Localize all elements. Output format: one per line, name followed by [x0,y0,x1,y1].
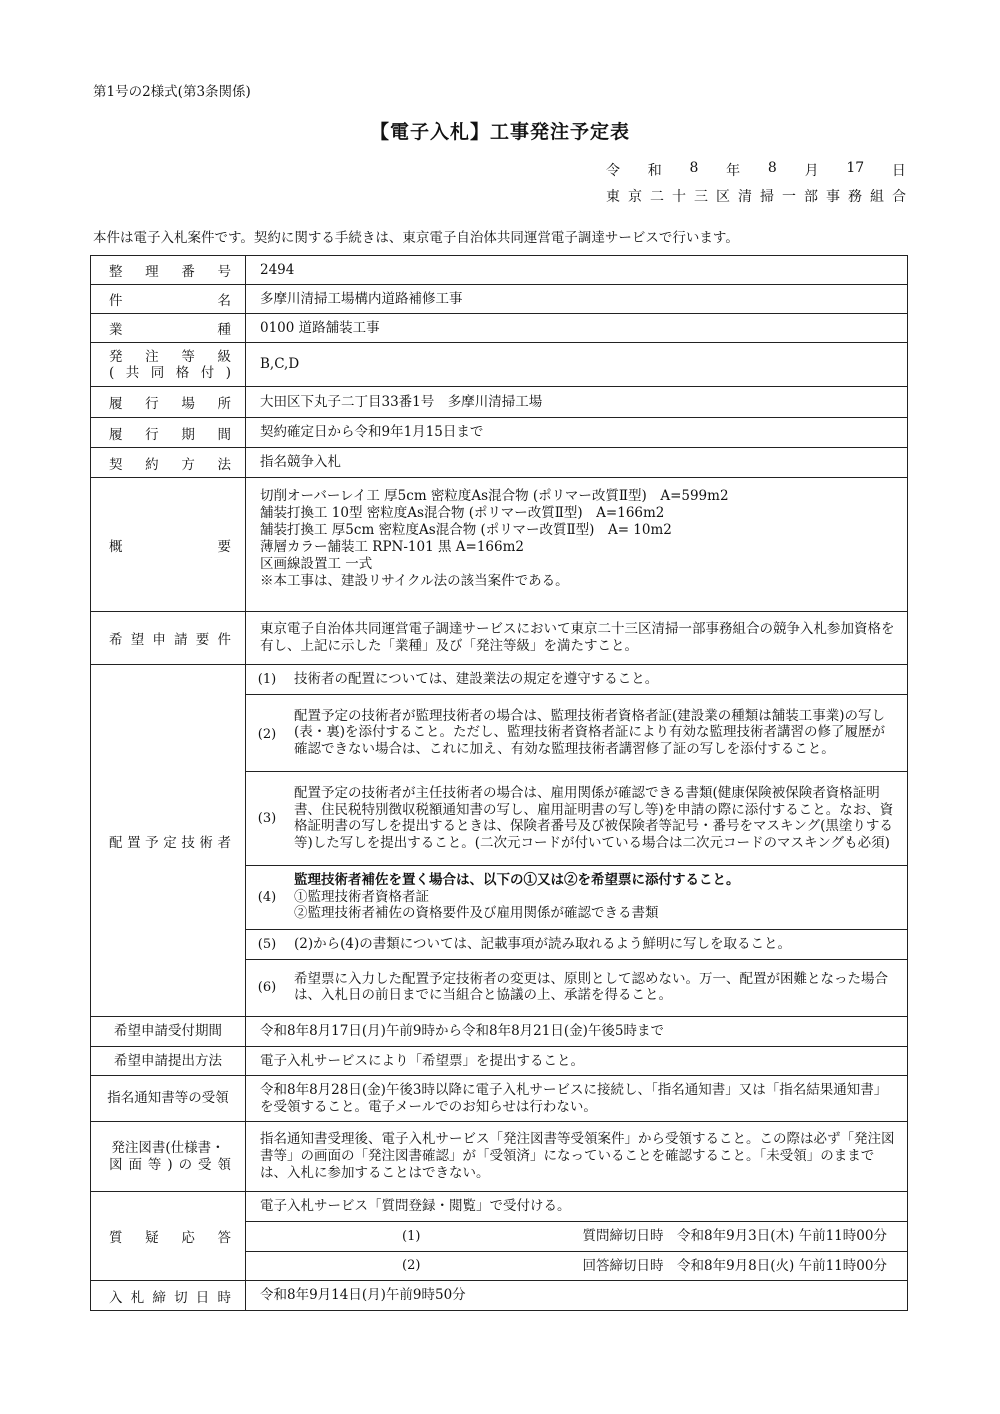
row-keiyaku-hoho [91,448,908,478]
label-char: 等 [181,348,195,365]
list-item [246,1221,907,1251]
gaiyo-line: 薄層カラー舗装工 RPN-101 黒 A=166m2 [260,539,524,555]
org-char: 掃 [760,189,774,205]
gaiyo-line: 切削オーバーレイ工 厚5cm 密粒度As混合物 (ポリマー改質Ⅱ型) A=599m2 [260,488,729,504]
label-char: 件 [217,632,231,648]
item-subline: ①監理技術者資格者証 [294,888,429,905]
label-nyusatsu-shimekiri [91,1281,246,1311]
label-char: 約 [145,456,159,473]
form-number: 第1号の2様式(第3条関係) [93,84,251,100]
org-char: 一 [782,189,796,205]
issue-date [606,160,906,180]
label-char: 技 [181,834,195,851]
label-char: 面 [128,1157,142,1173]
label-char: 発 [109,348,123,365]
row-kenmei [91,285,908,314]
value-uketsuke-kikan: 令和8年8月17日(月)午前9時から令和8年8月21日(金)午後5時まで [246,1017,908,1047]
value-keiyaku-hoho: 指名競争入札 [246,448,908,478]
value-kenmei: 多摩川清掃工場構内道路補修工事 [246,285,908,314]
organization-name [606,186,906,206]
label-char: 整 [109,264,123,280]
label-char: 答 [217,1230,231,1246]
label-haichi-yotei-gijutsusha [91,665,246,1017]
org-char: 清 [738,189,752,205]
label-char: 日 [195,1289,210,1306]
list-item [246,694,907,771]
label-char: 格 [175,364,190,381]
gaiyo-line: 区画線設置工 一式 [260,556,373,572]
label-char: 質 [109,1230,123,1246]
row-kibo-shinsei-yoken [91,612,908,665]
date-char: 令 [606,163,620,179]
item-text: (2)から(4)の書類については、記載事項が読み取れるよう鮮明に写しを取ること。 [288,929,907,959]
label-char: 切 [174,1289,188,1306]
label-char: 共 [125,364,140,381]
date-char: 8 [767,160,777,176]
row-shimei-tsuchisho [91,1076,908,1122]
value-shitsugi-oto [246,1192,908,1281]
label-char: 配 [109,834,123,851]
label-line: 発注図書(仕様書・ [111,1140,225,1156]
value-nyusatsu-shimekiri: 令和8年9月14日(月)午前9時50分 [246,1281,908,1311]
date-char: 17 [846,160,865,176]
value-teishutsu-hoho: 電子入札サービスにより「希望票」を提出すること。 [246,1047,908,1076]
label-char: 理 [145,264,159,280]
label-shitsugi-oto [91,1192,246,1281]
label-char: 同 [150,364,165,381]
value-riko-kikan: 契約確定日から令和9年1月15日まで [246,418,908,448]
document-title: 【電子入札】工事発注予定表 [369,121,630,143]
label-char: 方 [181,456,195,473]
label-kibo-shinsei-yoken [91,612,246,665]
label-char: 業 [109,322,123,338]
org-char: 部 [804,189,818,205]
label-char: 行 [145,396,159,412]
label-char: 級 [217,348,231,365]
order-schedule-table [90,255,908,1311]
item-number: (6) [246,959,288,1015]
item-text: 希望票に入力した配置予定技術者の変更は、原則として認めない。万一、配置が困難となった場合は、入札日の前日までに当組合と協議の上、承諾を得ること。 [288,959,907,1015]
row-seiri-bango [91,256,908,285]
label-char: 締 [152,1289,166,1306]
label-char: 契 [109,456,123,473]
org-char: 十 [672,189,686,205]
label-hatchu-zusho [91,1122,246,1192]
list-item [246,771,907,865]
item-number: (4) [246,865,288,929]
label-char: 番 [181,264,195,280]
label-char: 所 [217,396,231,412]
label-hatchu-tokyu [91,343,246,387]
label-keiyaku-hoho [91,448,246,478]
value-hatchu-tokyu: B,C,D [246,343,908,387]
item-number: (2) [246,694,288,771]
label-gaiyo [91,478,246,612]
label-char: 概 [109,538,123,555]
label-char: 要 [195,632,210,648]
label-char: 希 [109,632,123,648]
label-char: 名 [217,293,231,309]
row-hatchu-tokyu [91,343,908,387]
org-char: 京 [628,189,642,205]
org-char: 合 [892,189,906,205]
label-gyoshu [91,314,246,343]
item-text: 配置予定の技術者が監理技術者の場合は、監理技術者資格者証(建設業の種類は舗装工事業)の写し(表・裏)を添付すること。ただし、監理技術者資格者証により有効な監理技術者講習の修了履歴が確認できない場合は、これに加え、有効な監理技術者講習修了証の写しを添付すること。 [288,694,907,771]
label-char: 定 [163,834,177,851]
item-heading: 監理技術者補佐を置く場合は、以下の①又は②を希望票に添付すること。 [294,872,740,889]
value-gaiyo [246,478,908,612]
value-gyoshu: 0100 道路舗装工事 [246,314,908,343]
row-riko-kikan [91,418,908,448]
label-char: 法 [217,456,231,473]
label-teishutsu-hoho: 希望申請提出方法 [91,1047,246,1076]
org-char: 事 [826,189,840,205]
item-text: 質問締切日時 令和8年9月3日(木) 午前11時00分 [577,1221,908,1251]
value-shimei-tsuchisho: 令和8年8月28日(金)午後3時以降に電子入札サービスに接続し、「指名通知書」又は「指名結果通知書」を受領すること。電子メールでのお知らせは行わない。 [246,1076,908,1122]
label-char: 申 [152,632,166,648]
date-char: 月 [804,163,819,179]
label-char: 件 [109,293,123,309]
date-char: 和 [647,163,662,179]
label-char: 図 [109,1157,123,1173]
date-char: 日 [891,163,906,179]
label-shimei-tsuchisho: 指名通知書等の受領 [91,1076,246,1122]
list-item [246,1251,907,1280]
label-riko-basho [91,387,246,418]
label-char: 予 [145,834,159,851]
row-teishutsu-hoho [91,1047,908,1076]
list-item [246,959,907,1015]
label-char: 種 [217,322,231,338]
label-char: ) [167,1157,173,1173]
label-char: 号 [217,264,231,280]
gaiyo-line: ※本工事は、建設リサイクル法の該当案件である。 [260,573,569,589]
item-text: 配置予定の技術者が主任技術者の場合は、雇用関係が確認できる書類(健康保険被保険者資格証明書、住民税特別徴収税額通知書の写し、雇用証明書の写し等)を申請の際に添付すること。なお、資格証明書の写しを提出するときは、保険者番号及び被保険者等記号・番号をマスキング(黒塗りする等)した写しを提出すること。(二次元コードが付いている場合は二次元コードのマスキングも必須) [288,771,907,865]
label-char: 者 [217,834,231,851]
label-char: ) [225,364,231,381]
label-char: 付 [200,364,215,381]
row-gaiyo [91,478,908,612]
gijutsusha-items [246,665,907,1015]
value-hatchu-zusho: 指名通知書受理後、電子入札サービス「発注図書等受領案件」から受領すること。この際は必ず「発注図書等」の画面の「発注図書確認」が「受領済」になっていることを確認すること。「未受領」のままでは、入札に参加することはできない。 [246,1122,908,1192]
label-char: 応 [181,1230,195,1246]
date-char: 8 [689,160,699,176]
label-riko-kikan [91,418,246,448]
label-char: 望 [130,632,145,648]
label-char: 注 [145,348,159,365]
org-char: 組 [870,189,884,205]
list-item [246,929,907,959]
item-number: (3) [246,771,288,865]
org-char: 東 [606,189,620,205]
row-shitsugi-oto [91,1192,908,1281]
label-seiri-bango [91,256,246,285]
shitsugi-intro: 電子入札サービス「質問登録・閲覧」で受付ける。 [260,1198,571,1214]
label-char: 行 [145,426,159,443]
item-text [288,865,907,929]
row-nyusatsu-shimekiri [91,1281,908,1311]
date-char: 年 [726,163,741,179]
label-char: 領 [217,1157,231,1173]
label-char: 場 [181,396,195,412]
label-char: 履 [109,426,123,443]
list-item [246,865,907,929]
item-text: 技術者の配置については、建設業法の規定を遵守すること。 [294,671,659,687]
row-gyoshu [91,314,908,343]
label-char: 受 [198,1157,212,1173]
item-number: (2) [246,1251,577,1280]
value-seiri-bango: 2494 [246,256,908,285]
label-char: 履 [109,396,123,412]
list-item [246,665,907,694]
item-number: (1) [257,671,277,687]
value-haichi-yotei-gijutsusha [246,665,908,1017]
row-haichi-yotei-gijutsusha [91,665,908,1017]
label-char: 間 [217,426,231,443]
org-char: 三 [694,189,708,205]
shitsugi-items [246,1192,907,1280]
org-char: 二 [650,189,664,205]
gaiyo-line: 舗装打換工 10型 密粒度As混合物 (ポリマー改質Ⅱ型) A=166m2 [260,505,665,521]
label-char: の [178,1157,193,1173]
item-subline: ②監理技術者補佐の資格要件及び雇用関係が確認できる書類 [294,905,659,922]
label-char: 期 [181,426,195,443]
label-uketsuke-kikan: 希望申請受付期間 [91,1017,246,1047]
label-char: 請 [174,632,188,648]
value-kibo-shinsei-yoken: 東京電子自治体共同運営電子調達サービスにおいて東京二十三区清掃一部事務組合の競争入札参加資格を有し、上記に示した「業種」及び「発注等級」を満たすこと。 [246,612,908,665]
item-text: 回答締切日時 令和8年9月8日(火) 午前11時00分 [577,1251,908,1280]
label-char: 札 [130,1289,145,1306]
label-char: 等 [147,1157,162,1173]
row-hatchu-zusho [91,1122,908,1192]
label-char: ( [109,364,115,381]
label-char: 術 [199,834,213,851]
label-char: 入 [109,1289,123,1306]
org-char: 区 [716,189,730,205]
label-char: 要 [217,538,231,555]
gaiyo-line: 舗装打換工 厚5cm 密粒度As混合物 (ポリマー改質Ⅱ型) A= 10m2 [260,522,672,538]
list-item [246,1192,907,1221]
item-number: (1) [246,1221,577,1251]
row-riko-basho [91,387,908,418]
row-uketsuke-kikan [91,1017,908,1047]
label-char: 疑 [145,1230,159,1246]
item-number: (5) [246,929,288,959]
label-kenmei [91,285,246,314]
intro-text: 本件は電子入札案件です。契約に関する手続きは、東京電子自治体共同運営電子調達サービスで行います。 [93,230,739,246]
label-char: 時 [217,1289,231,1306]
org-char: 務 [848,189,862,205]
label-char: 置 [127,834,141,851]
value-riko-basho: 大田区下丸子二丁目33番1号 多摩川清掃工場 [246,387,908,418]
